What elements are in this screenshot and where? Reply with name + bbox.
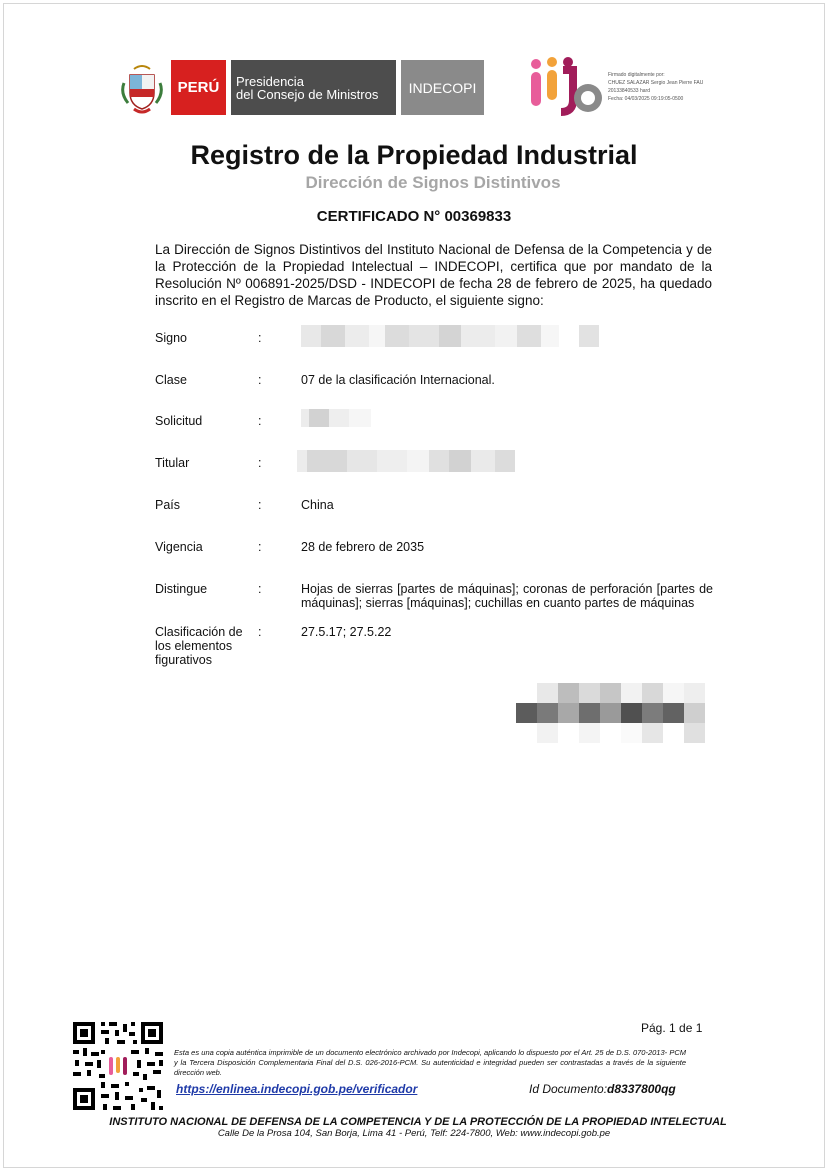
clasificacion-label-line-3: figurativos [155, 653, 212, 667]
distingue-value: Hojas de sierras [partes de máquinas]; coronas de perforación [partes de máquinas]; sierras [máquinas]; cuchillas en cuanto partes de máquinas [301, 582, 713, 610]
titular-redacted [297, 450, 515, 472]
clasificacion-label [155, 625, 243, 667]
certificate-number: CERTIFICADO N° 00369833 [316, 208, 512, 225]
signature-redacted [516, 683, 705, 743]
solicitud-redacted [301, 409, 371, 427]
solicitud-colon: : [258, 414, 262, 428]
digital-signature-logo-icon [528, 56, 604, 116]
institution-name: INSTITUTO NACIONAL DE DEFENSA DE LA COMPETENCIA Y DE LA PROTECCIÓN DE LA PROPIEDAD INTELECTUAL [109, 1116, 727, 1128]
institution-address: Calle De la Prosa 104, San Borja, Lima 41 - Perú, Telf: 224-7800, Web: www.indecopi.gob.pe [217, 1128, 611, 1139]
pais-colon: : [258, 498, 262, 512]
document-id-value: d8337800qg [607, 1082, 676, 1096]
document-id-label: Id Documento: [529, 1082, 608, 1096]
signature-line-3: 20133840533 hard [608, 88, 650, 94]
signature-line-2: CHUEZ SALAZAR Sergio Jean Pierre FAU [608, 80, 704, 86]
clasificacion-label-line-1: Clasificación de [155, 625, 243, 639]
vigencia-colon: : [258, 540, 262, 554]
peru-label: PERÚ [177, 79, 220, 96]
verification-link[interactable]: https://enlinea.indecopi.gob.pe/verificador [176, 1082, 418, 1096]
peru-logo [171, 60, 226, 115]
document-subtitle: Dirección de Signos Distintivos [305, 173, 561, 192]
pcm-logo [231, 60, 396, 115]
pcm-line-1: Presidencia [236, 73, 304, 89]
qr-code-icon [71, 1020, 165, 1112]
document-title: Registro de la Propiedad Industrial [190, 140, 638, 170]
indecopi-logo [401, 60, 484, 115]
pais-label: País [155, 498, 181, 512]
clasificacion-colon: : [258, 625, 262, 639]
clase-value: 07 de la clasificación Internacional. [301, 373, 495, 387]
coat-of-arms-icon [120, 63, 164, 115]
signature-line-4: Fecha: 04/03/2025 09:19:05-0500 [608, 96, 684, 102]
clasificacion-label-line-2: los elementos [155, 639, 233, 653]
distingue-colon: : [258, 582, 262, 596]
titular-label: Titular [155, 456, 190, 470]
intro-paragraph: La Dirección de Signos Distintivos del Instituto Nacional de Defensa de la Competencia y de la Protección de la Propiedad Intelectual – INDECOPI, certifica que por mandato de la Resolución Nº 006891-2025/DSD - INDECOPI de fecha 28 de febrero de 2025, ha quedado inscrito en el Registro de Marcas de Producto, el siguiente signo: [155, 242, 712, 308]
vigencia-label: Vigencia [155, 540, 203, 554]
signo-colon: : [258, 331, 262, 345]
solicitud-label: Solicitud [155, 414, 203, 428]
signo-label: Signo [155, 331, 187, 345]
page-number: Pág. 1 de 1 [641, 1021, 703, 1035]
signature-line-1: Firmado digitalmente por: [608, 72, 665, 78]
pais-value: China [301, 498, 334, 512]
distingue-label: Distingue [155, 582, 208, 596]
clase-colon: : [258, 373, 262, 387]
clase-label: Clase [155, 373, 187, 387]
pcm-line-2: del Consejo de Ministros [236, 86, 379, 102]
clasificacion-value: 27.5.17; 27.5.22 [301, 625, 392, 639]
signo-redacted [301, 325, 599, 347]
titular-colon: : [258, 456, 262, 470]
legal-notice: Esta es una copia auténtica imprimible de un documento electrónico archivado por Indecopi, aplicando lo dispuesto por el Art. 25 de D.S. 070-2013- PCM y la Tercera Disposición Complementaria Final del D.S. 026-2016-PCM. Su autenticidad e integridad pueden ser contrastadas a través de la siguiente dirección web. [174, 1048, 686, 1077]
vigencia-value: 28 de febrero de 2035 [301, 540, 425, 554]
document-id [529, 1082, 676, 1096]
digital-signature-text [608, 71, 728, 103]
indecopi-label: INDECOPI [408, 79, 477, 96]
